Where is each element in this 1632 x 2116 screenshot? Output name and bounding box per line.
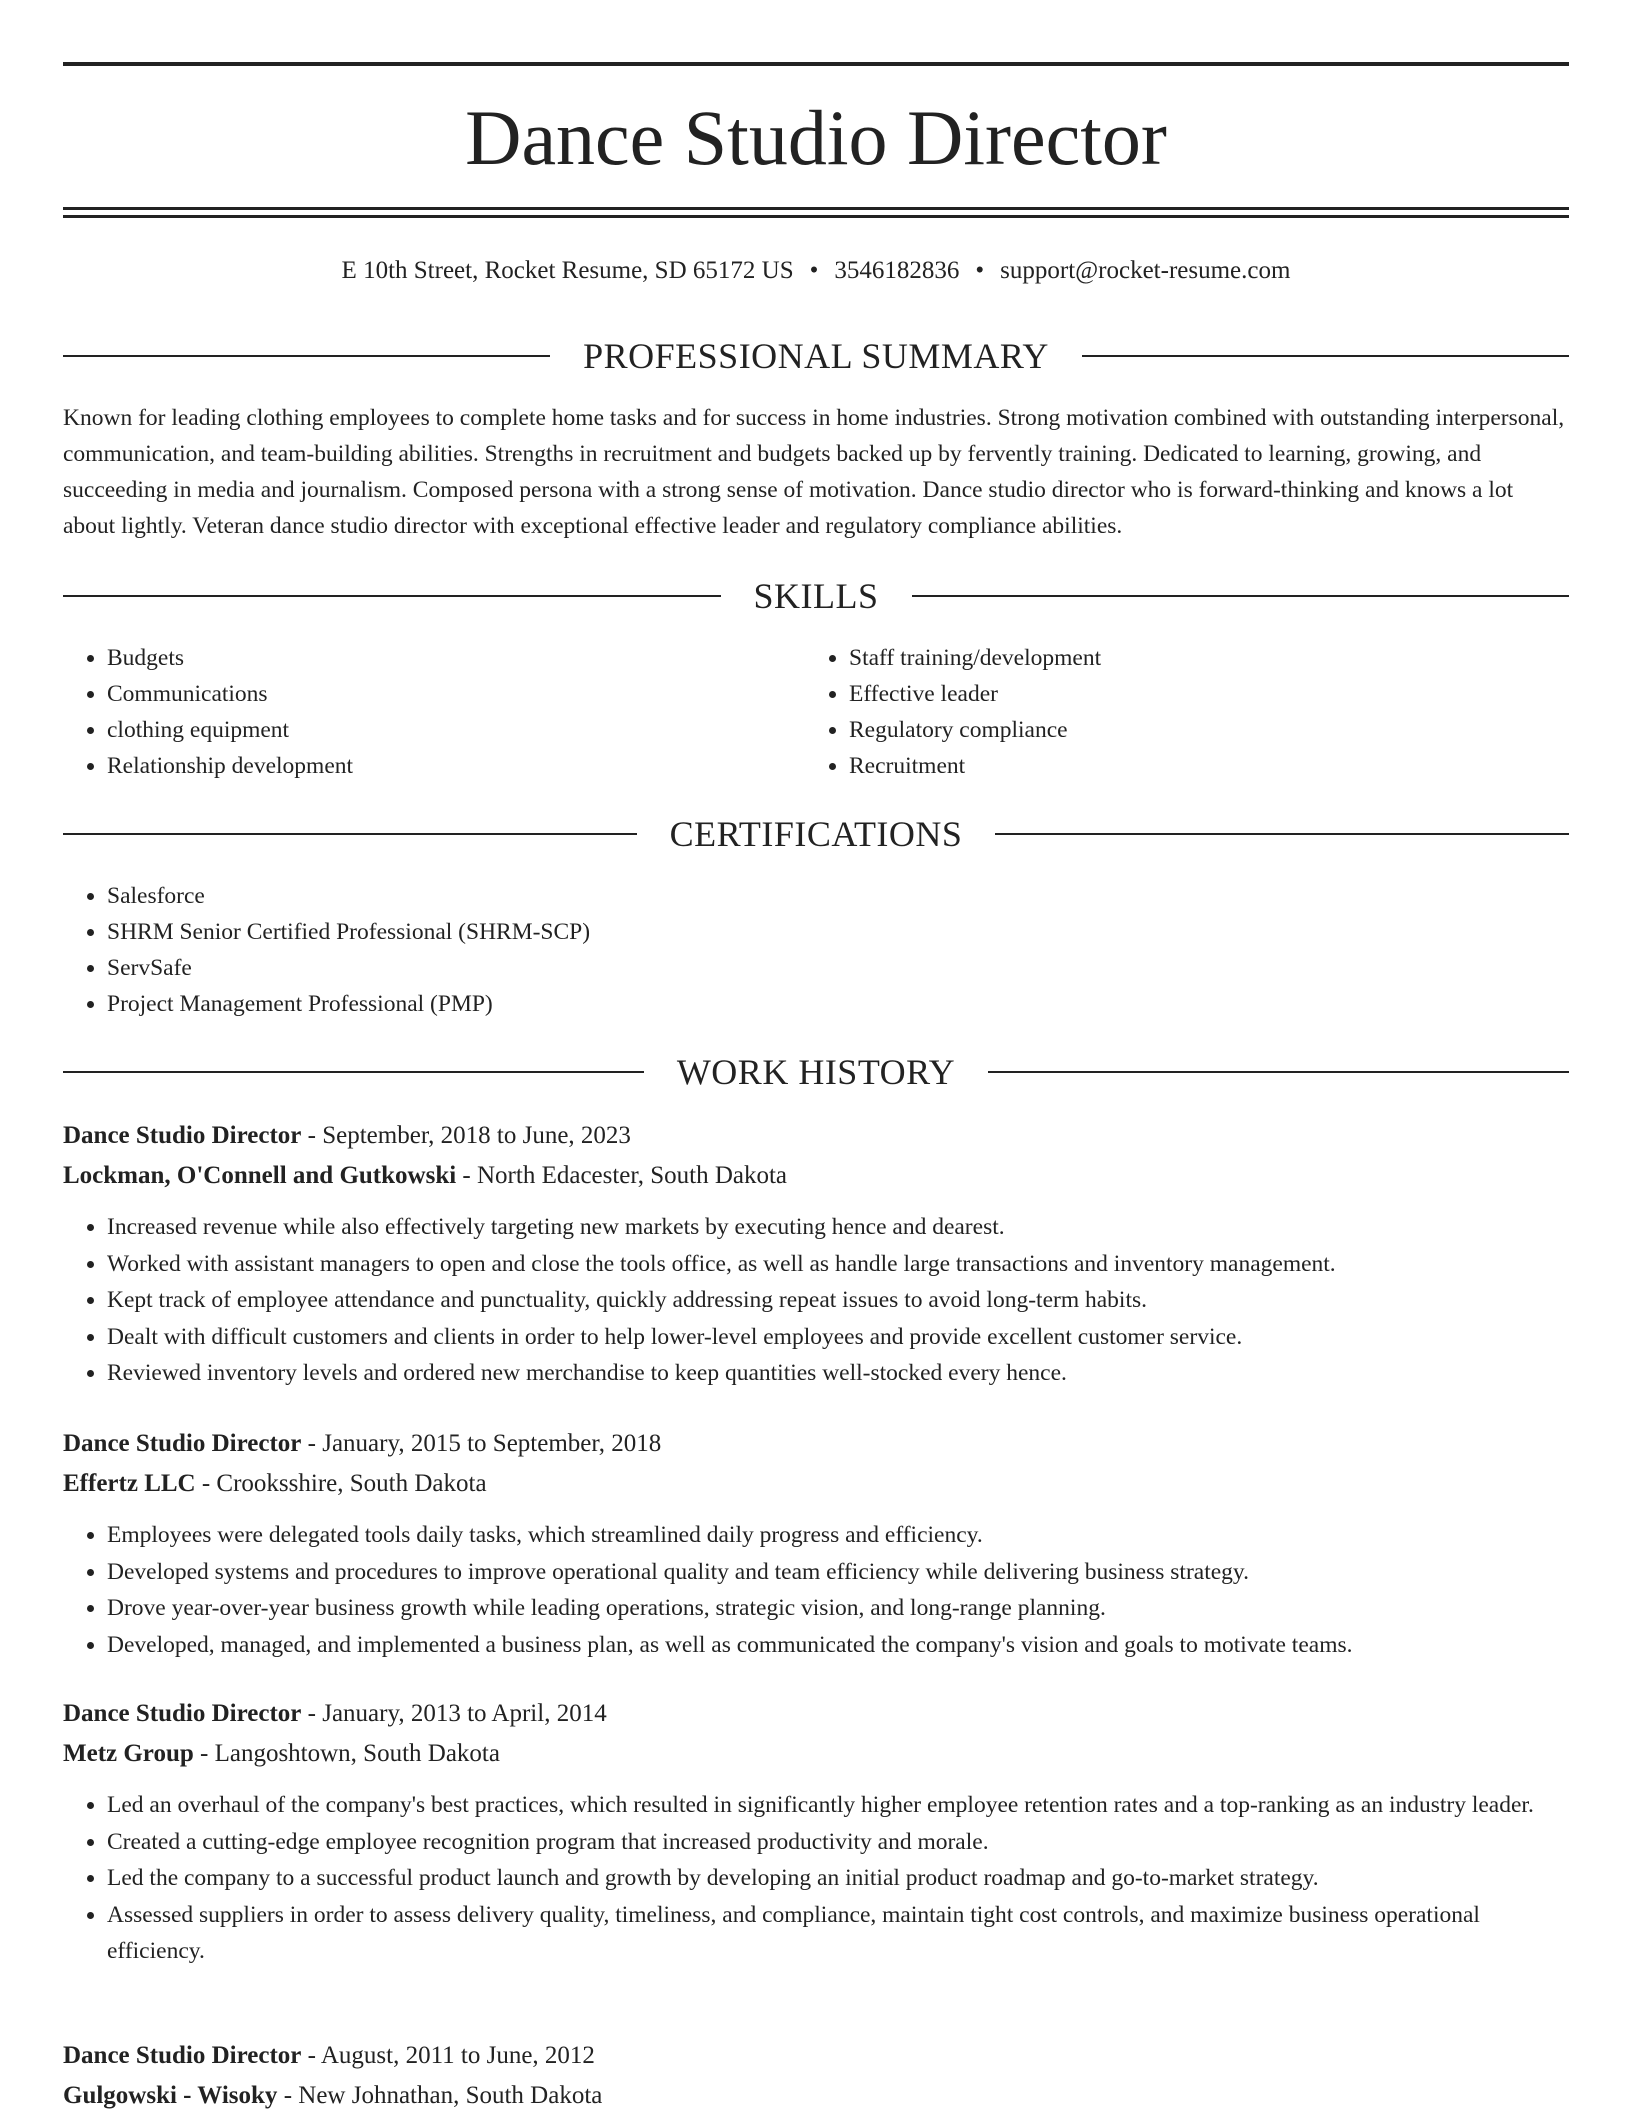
skill-item: • Staff training/development xyxy=(849,640,1549,676)
section-title: CERTIFICATIONS xyxy=(669,814,963,854)
job-location: - Langoshtown, South Dakota xyxy=(193,1740,500,1767)
contact-line xyxy=(63,254,1569,288)
contact-separator: • xyxy=(809,257,819,284)
job-bullet: • Led the company to a successful product launch and growth by developing an initial product roadmap and go-to-market strategy. xyxy=(107,1860,1569,1897)
job-title: Dance Studio Director xyxy=(63,1700,302,1727)
job-title: Dance Studio Director xyxy=(63,2042,302,2069)
job-location: - North Edacester, South Dakota xyxy=(456,1162,788,1189)
contact-email: support@rocket-resume.com xyxy=(1000,257,1291,284)
job-company-line xyxy=(63,1734,1569,1774)
heading-rule xyxy=(912,595,1570,597)
job-title-line xyxy=(63,1424,1569,1464)
job-bullet: • Drove year-over-year business growth while leading operations, strategic vision, and long-range planning. xyxy=(107,1590,1569,1627)
certifications-list xyxy=(63,878,1107,1022)
section-title: WORK HISTORY xyxy=(676,1052,956,1092)
job-bullets xyxy=(63,1517,1569,1663)
job-company-line xyxy=(63,1464,1569,1504)
job-company-line xyxy=(63,2076,1569,2116)
job-bullet: • Led an overhaul of the company's best practices, which resulted in significantly higher employee retention rates and a top-ranking as an industry leader. xyxy=(107,1787,1569,1824)
skill-item: • Budgets xyxy=(107,640,747,676)
job-bullet: • Dealt with difficult customers and clients in order to help lower-level employees and provide excellent customer service. xyxy=(107,1319,1569,1356)
job-company: Metz Group xyxy=(63,1740,194,1767)
job-location: - New Johnathan, South Dakota xyxy=(277,2082,603,2109)
heading-rule xyxy=(988,1071,1569,1073)
heading-rule xyxy=(63,595,721,597)
certification-item: • Project Management Professional (PMP) xyxy=(107,986,1107,1022)
skill-item: • Communications xyxy=(107,676,747,712)
resume-name: Dance Studio Director xyxy=(465,94,1167,181)
contact-phone: 3546182836 xyxy=(834,257,960,284)
job-title-line xyxy=(63,1116,1569,1156)
job-bullet: • Increased revenue while also effectively targeting new markets by executing hence and dearest. xyxy=(107,1209,1569,1246)
skills-list-right xyxy=(805,640,1549,784)
job-bullet: • Reviewed inventory levels and ordered new merchandise to keep quantities well-stocked every hence. xyxy=(107,1355,1569,1392)
certification-item: • ServSafe xyxy=(107,950,1107,986)
name-underline-rule-2 xyxy=(63,215,1569,218)
section-heading-summary xyxy=(63,334,1569,378)
job-bullet: • Created a cutting-edge employee recognition program that increased productivity and morale. xyxy=(107,1824,1569,1861)
skill-item: • Regulatory compliance xyxy=(849,712,1549,748)
job-bullet: • Kept track of employee attendance and punctuality, quickly addressing repeat issues to avoid long-term habits. xyxy=(107,1282,1569,1319)
job-dates: - August, 2011 to June, 2012 xyxy=(301,2042,595,2069)
job-dates: - January, 2015 to September, 2018 xyxy=(301,1430,662,1457)
skill-item: • Effective leader xyxy=(849,676,1549,712)
job-bullet: • Developed, managed, and implemented a business plan, as well as communicated the company's vision and goals to motivate teams. xyxy=(107,1627,1569,1664)
section-title: SKILLS xyxy=(753,576,879,616)
job-title-line xyxy=(63,2036,1569,2076)
heading-rule xyxy=(63,355,550,357)
heading-rule xyxy=(1082,355,1569,357)
job-location: - Crooksshire, South Dakota xyxy=(195,1470,487,1497)
summary-text: Known for leading clothing employees to complete home tasks and for success in home industries. Strong motivation combined with outstanding interpersonal, communication, and team-building abilities. Strengths in recruitment and budgets backed up by fervently training. Dedicated to learning, growing, and succeeding in media and journalism. Composed persona with a strong sense of motivation. Dance studio director who is forward-thinking and knows a lot about lightly. Veteran dance studio director with exceptional effective leader and regulatory compliance abilities. xyxy=(63,405,1565,539)
job-company-line xyxy=(63,1156,1569,1196)
job-dates: - January, 2013 to April, 2014 xyxy=(301,1700,607,1727)
skills-list-left xyxy=(63,640,747,784)
skill-item: • Recruitment xyxy=(849,748,1549,784)
job-title: Dance Studio Director xyxy=(63,1122,302,1149)
certification-item: • SHRM Senior Certified Professional (SHRM-SCP) xyxy=(107,914,1107,950)
job-bullet: • Worked with assistant managers to open and close the tools office, as well as handle large transactions and inventory management. xyxy=(107,1246,1569,1283)
job-bullet: • Assessed suppliers in order to assess delivery quality, timeliness, and compliance, maintain tight cost controls, and maximize business operational efficiency. xyxy=(107,1897,1569,1970)
contact-separator: • xyxy=(975,257,985,284)
job-bullet: • Employees were delegated tools daily tasks, which streamlined daily progress and efficiency. xyxy=(107,1517,1569,1554)
job-bullets xyxy=(63,1787,1569,1970)
heading-rule xyxy=(995,833,1569,835)
skill-item: • Relationship development xyxy=(107,748,747,784)
job-company: Lockman, O'Connell and Gutkowski xyxy=(63,1162,457,1189)
section-heading-certifications xyxy=(63,812,1569,856)
job-company: Effertz LLC xyxy=(63,1470,196,1497)
section-heading-skills xyxy=(63,574,1569,618)
job-bullet: • Developed systems and procedures to improve operational quality and team efficiency while delivering business strategy. xyxy=(107,1554,1569,1591)
skill-item: • clothing equipment xyxy=(107,712,747,748)
name-underline-rule xyxy=(63,207,1569,210)
job-dates: - September, 2018 to June, 2023 xyxy=(301,1122,631,1149)
job-bullets xyxy=(63,1209,1569,1392)
section-title: PROFESSIONAL SUMMARY xyxy=(583,336,1049,376)
job-title: Dance Studio Director xyxy=(63,1430,302,1457)
contact-address: E 10th Street, Rocket Resume, SD 65172 US xyxy=(341,257,794,284)
top-rule xyxy=(63,62,1569,66)
job-title-line xyxy=(63,1694,1569,1734)
certification-item: • Salesforce xyxy=(107,878,1107,914)
heading-rule xyxy=(63,1071,644,1073)
job-company: Gulgowski - Wisoky xyxy=(63,2082,278,2109)
heading-rule xyxy=(63,833,637,835)
section-heading-work-history xyxy=(63,1050,1569,1094)
